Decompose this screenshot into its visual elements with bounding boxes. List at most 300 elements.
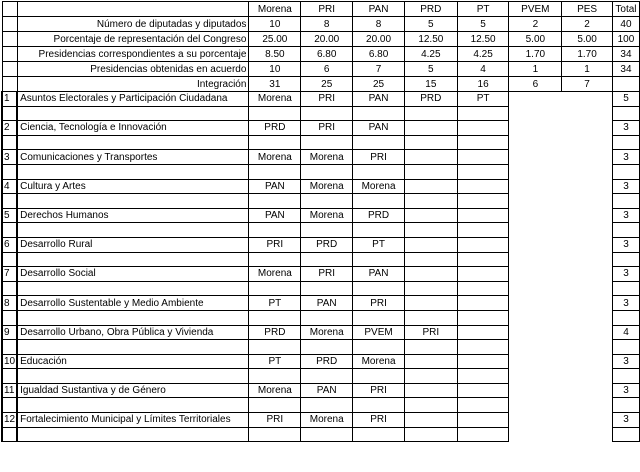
summary-value: 5 <box>457 17 509 32</box>
committee-total: 3 <box>612 413 639 428</box>
committee-blank-row <box>2 194 640 209</box>
committee-row <box>2 413 640 428</box>
committee-number: 4 <box>2 179 17 194</box>
empty-cell <box>301 223 353 238</box>
committee-row <box>2 179 640 194</box>
empty-gap <box>562 179 613 194</box>
committee-member: Morena <box>301 208 353 223</box>
party-header-prd: PRD <box>404 2 457 17</box>
committee-member <box>457 150 509 165</box>
committee-number: 2 <box>2 121 17 136</box>
committee-number: 10 <box>4 355 16 367</box>
committee-member: Morena <box>249 150 301 165</box>
empty-cell <box>353 369 405 384</box>
empty-gap <box>509 179 562 194</box>
empty-cell <box>353 135 405 150</box>
empty-gap <box>562 208 613 223</box>
empty-gap <box>562 325 613 340</box>
party-header-pvem: PVEM <box>509 2 562 17</box>
committee-member: Morena <box>301 179 353 194</box>
empty-gap <box>509 223 562 238</box>
summary-value: 2 <box>562 17 613 32</box>
empty-cell <box>2 310 17 325</box>
empty-cell <box>2 194 17 209</box>
summary-value: 15 <box>404 77 457 92</box>
summary-value: 1 <box>562 62 613 77</box>
empty-cell <box>612 194 639 209</box>
empty-gap <box>562 237 613 252</box>
committee-member: PRI <box>301 267 353 282</box>
empty-cell <box>404 223 457 238</box>
empty-cell <box>404 427 457 442</box>
summary-row <box>2 77 640 92</box>
empty-gap <box>562 267 613 282</box>
committee-member <box>457 383 509 398</box>
committee-name: Educación <box>17 354 249 369</box>
summary-value: 8 <box>301 17 353 32</box>
committee-row <box>2 354 640 369</box>
party-header-pan: PAN <box>353 2 405 17</box>
summary-value: 10 <box>249 17 301 32</box>
committee-member <box>457 179 509 194</box>
empty-cell <box>2 164 17 179</box>
empty-gap <box>562 106 613 121</box>
summary-value: 1 <box>509 62 562 77</box>
committee-member: PRD <box>249 121 301 136</box>
empty-gap <box>509 106 562 121</box>
committee-member <box>404 354 457 369</box>
empty-cell <box>249 135 301 150</box>
summary-value: 10 <box>249 62 301 77</box>
empty-cell <box>353 281 405 296</box>
committee-total: 5 <box>612 92 639 107</box>
empty-cell <box>301 135 353 150</box>
committee-member <box>457 267 509 282</box>
empty-cell <box>612 310 639 325</box>
empty-gap <box>509 354 562 369</box>
empty-gap <box>509 296 562 311</box>
empty-cell <box>612 106 639 121</box>
empty-cell <box>17 398 249 413</box>
summary-value: 2 <box>509 17 562 32</box>
committee-member <box>457 208 509 223</box>
committee-member: Morena <box>249 383 301 398</box>
committee-number: 3 <box>2 150 17 165</box>
empty-cell <box>301 106 353 121</box>
empty-gap <box>562 164 613 179</box>
committee-member <box>404 121 457 136</box>
summary-total: 100 <box>612 32 639 47</box>
empty-cell <box>404 194 457 209</box>
empty-gap <box>562 92 613 107</box>
committee-total: 3 <box>612 208 639 223</box>
empty-cell <box>353 194 405 209</box>
committee-blank-row <box>2 281 640 296</box>
empty-cell <box>612 223 639 238</box>
empty-gap <box>562 194 613 209</box>
committee-number: 5 <box>2 208 17 223</box>
committee-member: Morena <box>249 92 301 107</box>
empty-gap <box>509 208 562 223</box>
committee-number: 6 <box>2 237 17 252</box>
summary-label: Presidencias correspondientes a su porcentaje <box>17 47 249 62</box>
empty-cell <box>353 252 405 267</box>
empty-gap <box>562 121 613 136</box>
committee-row <box>2 92 640 107</box>
committee-member: PT <box>249 354 301 369</box>
empty-cell <box>2 135 17 150</box>
committee-member: PAN <box>249 179 301 194</box>
summary-value: 5 <box>404 62 457 77</box>
committee-blank-row <box>2 106 640 121</box>
committee-member <box>404 383 457 398</box>
empty-gap <box>509 413 562 428</box>
empty-gap <box>509 121 562 136</box>
summary-value: 25.00 <box>249 32 301 47</box>
committee-number: 9 <box>2 325 17 340</box>
empty-cell <box>404 340 457 355</box>
committee-total: 3 <box>612 296 639 311</box>
summary-value: 5.00 <box>509 32 562 47</box>
empty-cell <box>2 47 17 62</box>
empty-cell <box>301 281 353 296</box>
committee-total: 3 <box>612 237 639 252</box>
header-row <box>2 2 640 17</box>
empty-gap <box>509 252 562 267</box>
empty-gap <box>509 237 562 252</box>
committee-member: PRI <box>404 325 457 340</box>
party-header-pri: PRI <box>301 2 353 17</box>
summary-row <box>2 47 640 62</box>
summary-value: 4.25 <box>457 47 509 62</box>
committee-blank-row <box>2 427 640 442</box>
empty-gap <box>509 340 562 355</box>
summary-label: Presidencias obtenidas en acuerdo <box>17 62 249 77</box>
empty-gap <box>562 354 613 369</box>
committee-blank-row <box>2 164 640 179</box>
summary-row <box>2 62 640 77</box>
committee-member: Morena <box>301 150 353 165</box>
committee-number: 11 <box>2 383 17 398</box>
empty-cell <box>2 252 17 267</box>
empty-cell <box>2 281 17 296</box>
committee-row <box>2 267 640 282</box>
empty-cell <box>249 398 301 413</box>
committee-blank-row <box>2 223 640 238</box>
committee-row <box>2 325 640 340</box>
committee-member <box>457 354 509 369</box>
empty-gap <box>509 398 562 413</box>
empty-cell <box>249 223 301 238</box>
empty-cell <box>457 194 509 209</box>
empty-cell <box>457 398 509 413</box>
committee-member: PAN <box>353 267 405 282</box>
empty-gap <box>509 383 562 398</box>
empty-cell <box>17 2 249 17</box>
committee-member: PRD <box>301 237 353 252</box>
empty-gap <box>562 223 613 238</box>
empty-cell <box>249 369 301 384</box>
empty-cell <box>249 310 301 325</box>
empty-cell <box>17 281 249 296</box>
empty-cell <box>612 398 639 413</box>
committee-row <box>2 150 640 165</box>
empty-gap <box>562 383 613 398</box>
empty-cell <box>457 164 509 179</box>
empty-gap <box>562 413 613 428</box>
empty-cell <box>457 369 509 384</box>
summary-value: 1.70 <box>509 47 562 62</box>
empty-cell <box>249 252 301 267</box>
empty-cell <box>612 281 639 296</box>
summary-value: 5.00 <box>562 32 613 47</box>
summary-value: 6 <box>509 77 562 92</box>
committee-member: PAN <box>353 92 405 107</box>
summary-value: 12.50 <box>404 32 457 47</box>
empty-cell <box>2 427 17 442</box>
empty-cell <box>17 252 249 267</box>
party-header-pt: PT <box>457 2 509 17</box>
committee-member <box>404 208 457 223</box>
committee-member <box>404 267 457 282</box>
summary-label: Número de diputadas y diputados <box>17 17 249 32</box>
committee-member <box>404 237 457 252</box>
committee-member: PAN <box>353 121 405 136</box>
empty-gap <box>509 427 562 442</box>
summary-value: 25 <box>301 77 353 92</box>
summary-value: 12.50 <box>457 32 509 47</box>
committee-name: Desarrollo Urbano, Obra Pública y Vivienda <box>17 325 249 340</box>
committee-member: PRI <box>353 413 405 428</box>
committee-total: 3 <box>612 354 639 369</box>
summary-value: 8 <box>353 17 405 32</box>
committee-member: PRI <box>353 383 405 398</box>
committee-member: PRD <box>249 325 301 340</box>
empty-gap <box>562 398 613 413</box>
empty-cell <box>457 252 509 267</box>
committee-name: Desarrollo Sustentable y Medio Ambiente <box>17 296 249 311</box>
empty-cell <box>2 32 17 47</box>
summary-value: 7 <box>353 62 405 77</box>
empty-cell <box>17 223 249 238</box>
empty-cell <box>2 223 17 238</box>
committee-member: PRI <box>353 296 405 311</box>
total-header: Total <box>612 2 639 17</box>
empty-gap <box>509 325 562 340</box>
empty-cell <box>404 106 457 121</box>
committee-total: 3 <box>612 267 639 282</box>
empty-cell <box>301 427 353 442</box>
empty-cell <box>353 106 405 121</box>
committee-member <box>404 296 457 311</box>
summary-value: 31 <box>249 77 301 92</box>
summary-value: 1.70 <box>562 47 613 62</box>
committee-name: Igualdad Sustantiva y de Género <box>17 383 249 398</box>
committee-blank-row <box>2 398 640 413</box>
empty-cell <box>17 310 249 325</box>
empty-gap <box>509 135 562 150</box>
empty-cell <box>612 340 639 355</box>
committee-number: 7 <box>2 267 17 282</box>
committee-number: 12 <box>4 414 16 426</box>
summary-value: 8.50 <box>249 47 301 62</box>
committee-member: PRI <box>249 413 301 428</box>
committee-member: PRD <box>301 354 353 369</box>
committee-name: Derechos Humanos <box>17 208 249 223</box>
committee-name: Ciencia, Tecnología e Innovación <box>17 121 249 136</box>
committee-name: Fortalecimiento Municipal y Límites Territoriales <box>17 413 249 428</box>
empty-gap <box>509 267 562 282</box>
empty-gap <box>509 369 562 384</box>
empty-cell <box>612 252 639 267</box>
empty-cell <box>17 194 249 209</box>
summary-value: 20.00 <box>301 32 353 47</box>
summary-value: 20.00 <box>353 32 405 47</box>
summary-value: 5 <box>404 17 457 32</box>
party-header-pes: PES <box>562 2 613 17</box>
empty-gap <box>562 150 613 165</box>
empty-cell <box>17 164 249 179</box>
party-header-morena: Morena <box>249 2 301 17</box>
committee-member: PAN <box>301 296 353 311</box>
committee-row <box>2 208 640 223</box>
empty-cell <box>301 369 353 384</box>
empty-cell <box>301 252 353 267</box>
committee-name: Asuntos Electorales y Participación Ciudadana <box>17 92 249 107</box>
committee-row <box>2 383 640 398</box>
committee-member: Morena <box>301 413 353 428</box>
committee-name: Comunicaciones y Transportes <box>17 150 249 165</box>
empty-cell <box>2 106 17 121</box>
committee-member <box>404 150 457 165</box>
empty-cell <box>404 398 457 413</box>
empty-cell <box>404 164 457 179</box>
committee-name: Cultura y Artes <box>17 179 249 194</box>
committee-member: PRD <box>404 92 457 107</box>
committee-member: Morena <box>249 267 301 282</box>
committee-member: Morena <box>353 354 405 369</box>
committee-row <box>2 121 640 136</box>
empty-cell <box>17 340 249 355</box>
empty-cell <box>612 427 639 442</box>
committee-number: 8 <box>2 296 17 311</box>
committee-blank-row <box>2 340 640 355</box>
empty-cell <box>249 340 301 355</box>
summary-row <box>2 17 640 32</box>
summary-value: 4.25 <box>404 47 457 62</box>
empty-cell <box>457 106 509 121</box>
committee-member <box>457 296 509 311</box>
empty-cell <box>249 106 301 121</box>
committee-total: 3 <box>612 179 639 194</box>
summary-value: 6.80 <box>301 47 353 62</box>
empty-cell <box>301 194 353 209</box>
empty-gap <box>509 281 562 296</box>
empty-gap <box>509 92 562 107</box>
empty-cell <box>2 398 17 413</box>
summary-row <box>2 32 640 47</box>
empty-cell <box>457 281 509 296</box>
committee-member: PRI <box>301 92 353 107</box>
committee-total: 3 <box>612 121 639 136</box>
committee-total: 3 <box>612 383 639 398</box>
empty-gap <box>562 135 613 150</box>
empty-gap <box>562 310 613 325</box>
summary-value: 4 <box>457 62 509 77</box>
empty-cell <box>404 135 457 150</box>
empty-cell <box>353 398 405 413</box>
committee-member: PVEM <box>353 325 405 340</box>
empty-cell <box>457 340 509 355</box>
empty-cell <box>249 194 301 209</box>
empty-gap <box>509 150 562 165</box>
summary-total <box>612 77 639 92</box>
empty-cell <box>404 252 457 267</box>
empty-cell <box>249 164 301 179</box>
empty-gap <box>509 194 562 209</box>
committee-member <box>457 325 509 340</box>
empty-cell <box>301 398 353 413</box>
committee-member <box>457 413 509 428</box>
committee-row <box>2 296 640 311</box>
summary-value: 6 <box>301 62 353 77</box>
committee-member: PRI <box>249 237 301 252</box>
empty-cell <box>404 281 457 296</box>
empty-gap <box>562 369 613 384</box>
empty-cell <box>353 340 405 355</box>
committee-member: PT <box>353 237 405 252</box>
empty-cell <box>249 427 301 442</box>
empty-cell <box>612 164 639 179</box>
empty-cell <box>2 369 17 384</box>
committee-member: PRD <box>353 208 405 223</box>
empty-cell <box>301 310 353 325</box>
empty-gap <box>509 164 562 179</box>
empty-cell <box>457 223 509 238</box>
empty-cell <box>17 135 249 150</box>
empty-cell <box>612 369 639 384</box>
empty-cell <box>17 427 249 442</box>
empty-cell <box>301 340 353 355</box>
empty-gap <box>562 281 613 296</box>
committee-member: PT <box>249 296 301 311</box>
empty-cell <box>353 164 405 179</box>
committee-member: PAN <box>249 208 301 223</box>
committee-member <box>404 179 457 194</box>
committee-row <box>2 237 640 252</box>
summary-label: Integración <box>17 77 249 92</box>
summary-value: 25 <box>353 77 405 92</box>
summary-label: Porcentaje de representación del Congreso <box>17 32 249 47</box>
committee-number: 1 <box>2 92 17 107</box>
empty-gap <box>562 252 613 267</box>
committee-total: 4 <box>612 325 639 340</box>
empty-cell <box>2 77 17 92</box>
summary-total: 34 <box>612 62 639 77</box>
empty-cell <box>353 223 405 238</box>
empty-gap <box>509 310 562 325</box>
empty-cell <box>353 427 405 442</box>
empty-cell <box>2 17 17 32</box>
empty-cell <box>612 135 639 150</box>
committee-distribution-table <box>1 1 640 442</box>
committee-member: Morena <box>301 325 353 340</box>
committee-member: PRI <box>301 121 353 136</box>
empty-cell <box>457 310 509 325</box>
summary-value: 7 <box>562 77 613 92</box>
committee-name: Desarrollo Rural <box>17 237 249 252</box>
committee-total: 3 <box>612 150 639 165</box>
